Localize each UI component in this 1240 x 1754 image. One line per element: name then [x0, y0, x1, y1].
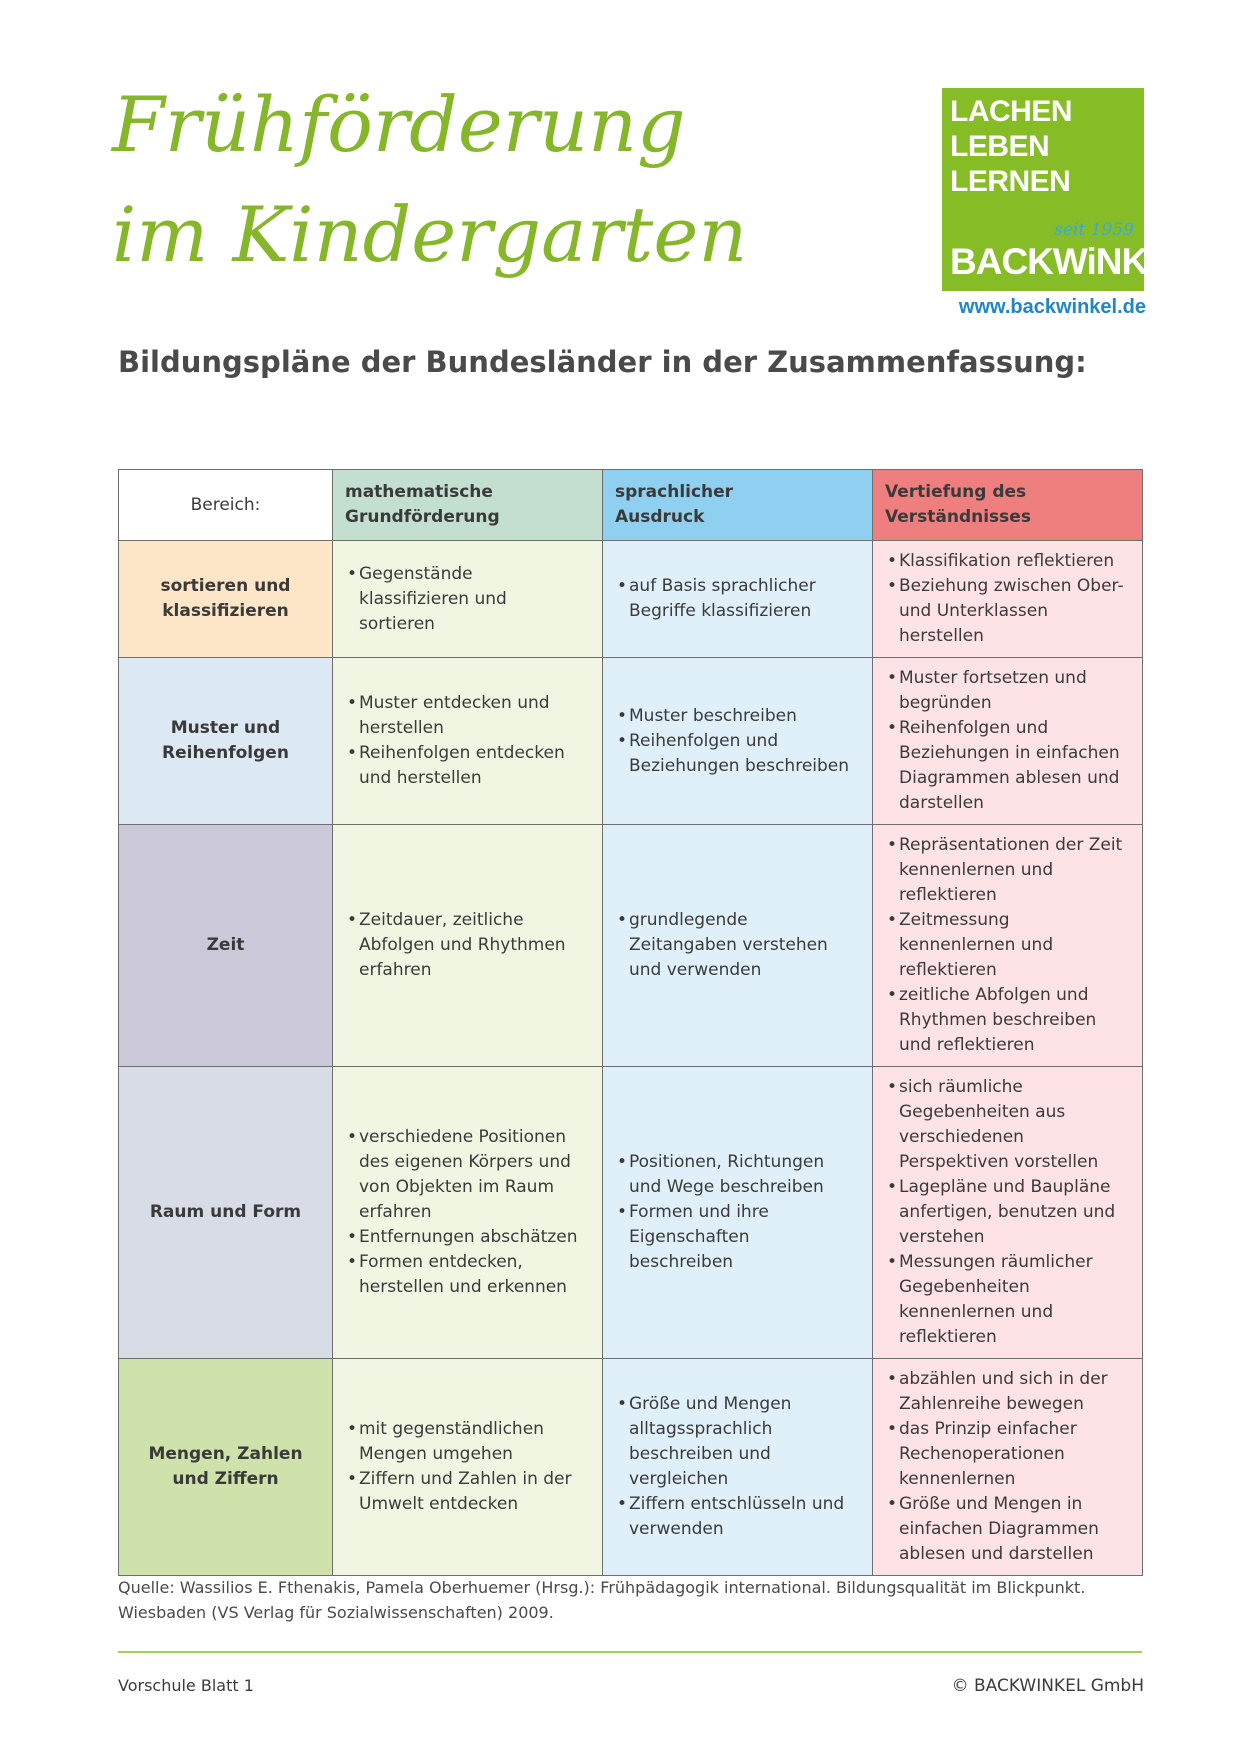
- area-line: Reihenfolgen: [162, 743, 289, 763]
- education-plan-table: [118, 469, 1143, 1576]
- header-vert: [873, 470, 1143, 541]
- table-row: [119, 825, 1143, 1067]
- list-item: • Formen entdecken, herstellen und erkennen: [347, 1250, 588, 1300]
- logo-slogan-line: LEBEN: [950, 130, 1050, 163]
- header-bereich: Bereich:: [119, 470, 333, 541]
- header-math-line: Grundförderung: [345, 507, 500, 527]
- source-line: Quelle: Wassilios E. Fthenakis, Pamela Oberhuemer (Hrsg.): Frühpädagogik international. Bildungsqualität im Blickpunkt.: [118, 1578, 1086, 1597]
- website-link[interactable]: www.backwinkel.de: [958, 296, 1146, 318]
- logo-since: seit 1959: [1054, 220, 1134, 240]
- vert-cell: [873, 825, 1143, 1067]
- backwinkel-logo: [942, 88, 1193, 291]
- list-item: • Messungen räumlicher Gegebenheiten kennenlernen und reflektieren: [887, 1250, 1128, 1350]
- table-row: [119, 541, 1143, 658]
- table-row: [119, 1067, 1143, 1359]
- list-item: • Formen und ihre Eigenschaften beschreiben: [617, 1200, 858, 1275]
- logo-slogan-line: LERNEN: [950, 165, 1071, 198]
- list-item: • Entfernungen abschätzen: [347, 1225, 588, 1250]
- area-line: Mengen, Zahlen: [148, 1444, 303, 1464]
- table-row: [119, 1359, 1143, 1576]
- list-item: • Repräsentationen der Zeit kennenlernen und reflektieren: [887, 833, 1128, 908]
- header-vert-line: Vertiefung des: [885, 482, 1027, 502]
- math-cell: [333, 658, 603, 825]
- source-line: Wiesbaden (VS Verlag für Sozialwissenschaften) 2009.: [118, 1603, 554, 1622]
- area-line: sortieren und: [160, 576, 291, 596]
- footer-sheet-label: Vorschule Blatt 1: [118, 1676, 254, 1695]
- area-cell: [119, 658, 333, 825]
- subtitle: Bildungspläne der Bundesländer in der Zusammenfassung:: [118, 345, 1087, 379]
- list-item: • grundlegende Zeitangaben verstehen und verwenden: [617, 908, 858, 983]
- list-item: • Muster beschreiben: [617, 704, 858, 729]
- title-line-2: im Kindergarten: [112, 190, 748, 279]
- header-math-line: mathematische: [345, 482, 493, 502]
- logo-slogan: [950, 94, 1072, 199]
- vert-cell: [873, 658, 1143, 825]
- list-item: • Positionen, Richtungen und Wege beschreiben: [617, 1150, 858, 1200]
- math-cell: [333, 1067, 603, 1359]
- footer-copyright: © BACKWINKEL GmbH: [951, 1676, 1144, 1696]
- list-item: • Zeitmessung kennenlernen und reflektieren: [887, 908, 1128, 983]
- logo-brand: BACKWiNKEL: [950, 241, 1193, 282]
- vert-cell: [873, 1359, 1143, 1576]
- list-item: • Zeitdauer, zeitliche Abfolgen und Rhythmen erfahren: [347, 908, 588, 983]
- vert-cell: [873, 1067, 1143, 1359]
- footer-divider: [118, 1651, 1142, 1653]
- header-math: [333, 470, 603, 541]
- math-cell: [333, 541, 603, 658]
- math-cell: [333, 825, 603, 1067]
- list-item: • auf Basis sprachlicher Begriffe klassifizieren: [617, 574, 858, 624]
- list-item: • Reihenfolgen entdecken und herstellen: [347, 741, 588, 791]
- list-item: • Ziffern und Zahlen in der Umwelt entdecken: [347, 1467, 588, 1517]
- area-cell: [119, 825, 333, 1067]
- area-line: klassifizieren: [162, 601, 289, 621]
- logo-slogan-line: LACHEN: [950, 95, 1072, 128]
- list-item: • Reihenfolgen und Beziehungen beschreiben: [617, 729, 858, 779]
- area-line: Muster und: [170, 718, 281, 738]
- math-cell: [333, 1359, 603, 1576]
- area-cell: [119, 541, 333, 658]
- vert-cell: [873, 541, 1143, 658]
- list-item: • Muster entdecken und herstellen: [347, 691, 588, 741]
- area-line: und Ziffern: [172, 1469, 279, 1489]
- list-item: • sich räumliche Gegebenheiten aus verschiedenen Perspektiven vorstellen: [887, 1075, 1128, 1175]
- area-line: Zeit: [206, 935, 245, 955]
- list-item: • Lagepläne und Baupläne anfertigen, benutzen und verstehen: [887, 1175, 1128, 1250]
- area-line: Raum und Form: [149, 1202, 302, 1222]
- sprach-cell: [603, 541, 873, 658]
- page-title: [112, 70, 747, 290]
- list-item: • Beziehung zwischen Ober- und Unterklassen herstellen: [887, 574, 1128, 649]
- sprach-cell: [603, 825, 873, 1067]
- header-sprach-line: sprachlicher: [615, 482, 734, 502]
- title-line-1: Frühförderung: [112, 80, 686, 169]
- header-sprach-line: Ausdruck: [615, 507, 705, 527]
- area-cell: [119, 1359, 333, 1576]
- list-item: • Muster fortsetzen und begründen: [887, 666, 1128, 716]
- sprach-cell: [603, 1359, 873, 1576]
- table-row: [119, 658, 1143, 825]
- list-item: • Größe und Mengen alltagssprachlich beschreiben und vergleichen: [617, 1392, 858, 1492]
- sprach-cell: [603, 1067, 873, 1359]
- list-item: • Größe und Mengen in einfachen Diagrammen ablesen und darstellen: [887, 1492, 1128, 1567]
- list-item: • verschiedene Positionen des eigenen Körpers und von Objekten im Raum erfahren: [347, 1125, 588, 1225]
- area-cell: [119, 1067, 333, 1359]
- list-item: • mit gegenständlichen Mengen umgehen: [347, 1417, 588, 1467]
- header-vert-line: Verständnisses: [885, 507, 1031, 527]
- list-item: • abzählen und sich in der Zahlenreihe bewegen: [887, 1367, 1128, 1417]
- list-item: • zeitliche Abfolgen und Rhythmen beschreiben und reflektieren: [887, 983, 1128, 1058]
- list-item: • Reihenfolgen und Beziehungen in einfachen Diagrammen ablesen und darstellen: [887, 716, 1128, 816]
- header-sprach: [603, 470, 873, 541]
- source-citation: [118, 1575, 1118, 1625]
- sprach-cell: [603, 658, 873, 825]
- list-item: • das Prinzip einfacher Rechenoperationen kennenlernen: [887, 1417, 1128, 1492]
- list-item: • Ziffern entschlüsseln und verwenden: [617, 1492, 858, 1542]
- table-header-row: [119, 470, 1143, 541]
- list-item: • Gegenstände klassifizieren und sortieren: [347, 562, 588, 637]
- list-item: • Klassifikation reflektieren: [887, 549, 1128, 574]
